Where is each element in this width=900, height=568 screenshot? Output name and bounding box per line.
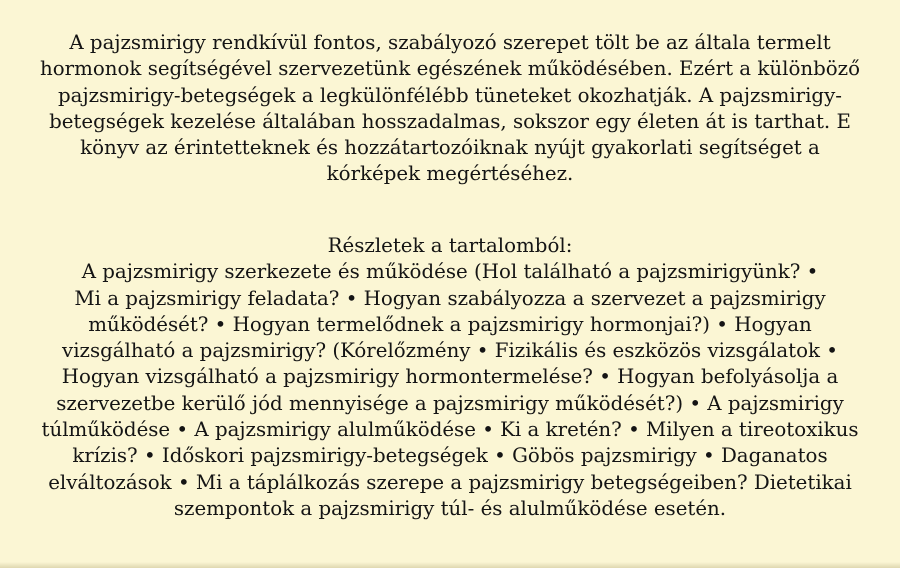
intro-line: könyv az érintetteknek és hozzátartozóiknak nyújt gyakorlati segítséget a [80,136,820,160]
details-line: krízis? • Időskori pajzsmirigy-betegségek • Göbös pajzsmirigy • Daganatos [72,444,828,468]
intro-line: betegségek kezelése általában hosszadalmas, sokszor egy életen át is tarthat. E [49,109,851,133]
intro-line: hormonok segítségével szervezetünk egészének működésében. Ezért a különböző [40,57,860,81]
details-line: vizsgálható a pajzsmirigy? (Kórelőzmény • Fizikális és eszközös vizsgálatok • [62,339,838,363]
details-line: A pajzsmirigy szerkezete és működése (Hol található a pajzsmirigyünk? • [81,260,819,284]
details-line: működését? • Hogyan termelődnek a pajzsmirigy hormonjai?) • Hogyan [88,312,812,336]
intro-line: kórképek megértéséhez. [326,162,574,186]
details-line: szempontok a pajzsmirigy túl- és alulműködése esetén. [173,496,727,520]
details-section [0,233,900,522]
page-bottom-edge [0,562,900,568]
details-line: túlműködése • A pajzsmirigy alulműködése • Ki a kretén? • Milyen a tireotoxikus [41,418,859,442]
intro-paragraph [0,30,900,188]
details-line: elváltozások • Mi a táplálkozás szerepe a pajzsmirigy betegségeiben? Dietetikai [48,470,852,494]
intro-line: A pajzsmirigy rendkívül fontos, szabályozó szerepet tölt be az általa termelt [69,31,831,54]
details-heading: Részletek a tartalomból: [327,234,573,257]
intro-line: pajzsmirigy-betegségek a legkülönfélébb tüneteket okozhatják. A pajzsmirigy- [58,83,842,107]
details-line: Mi a pajzsmirigy feladata? • Hogyan szabályozza a szervezet a pajzsmirigy [74,286,826,310]
details-line: Hogyan vizsgálható a pajzsmirigy hormontermelése? • Hogyan befolyásolja a [61,365,839,389]
details-line: szervezetbe kerülő jód mennyisége a pajzsmirigy működését?) • A pajzsmirigy [56,391,844,415]
